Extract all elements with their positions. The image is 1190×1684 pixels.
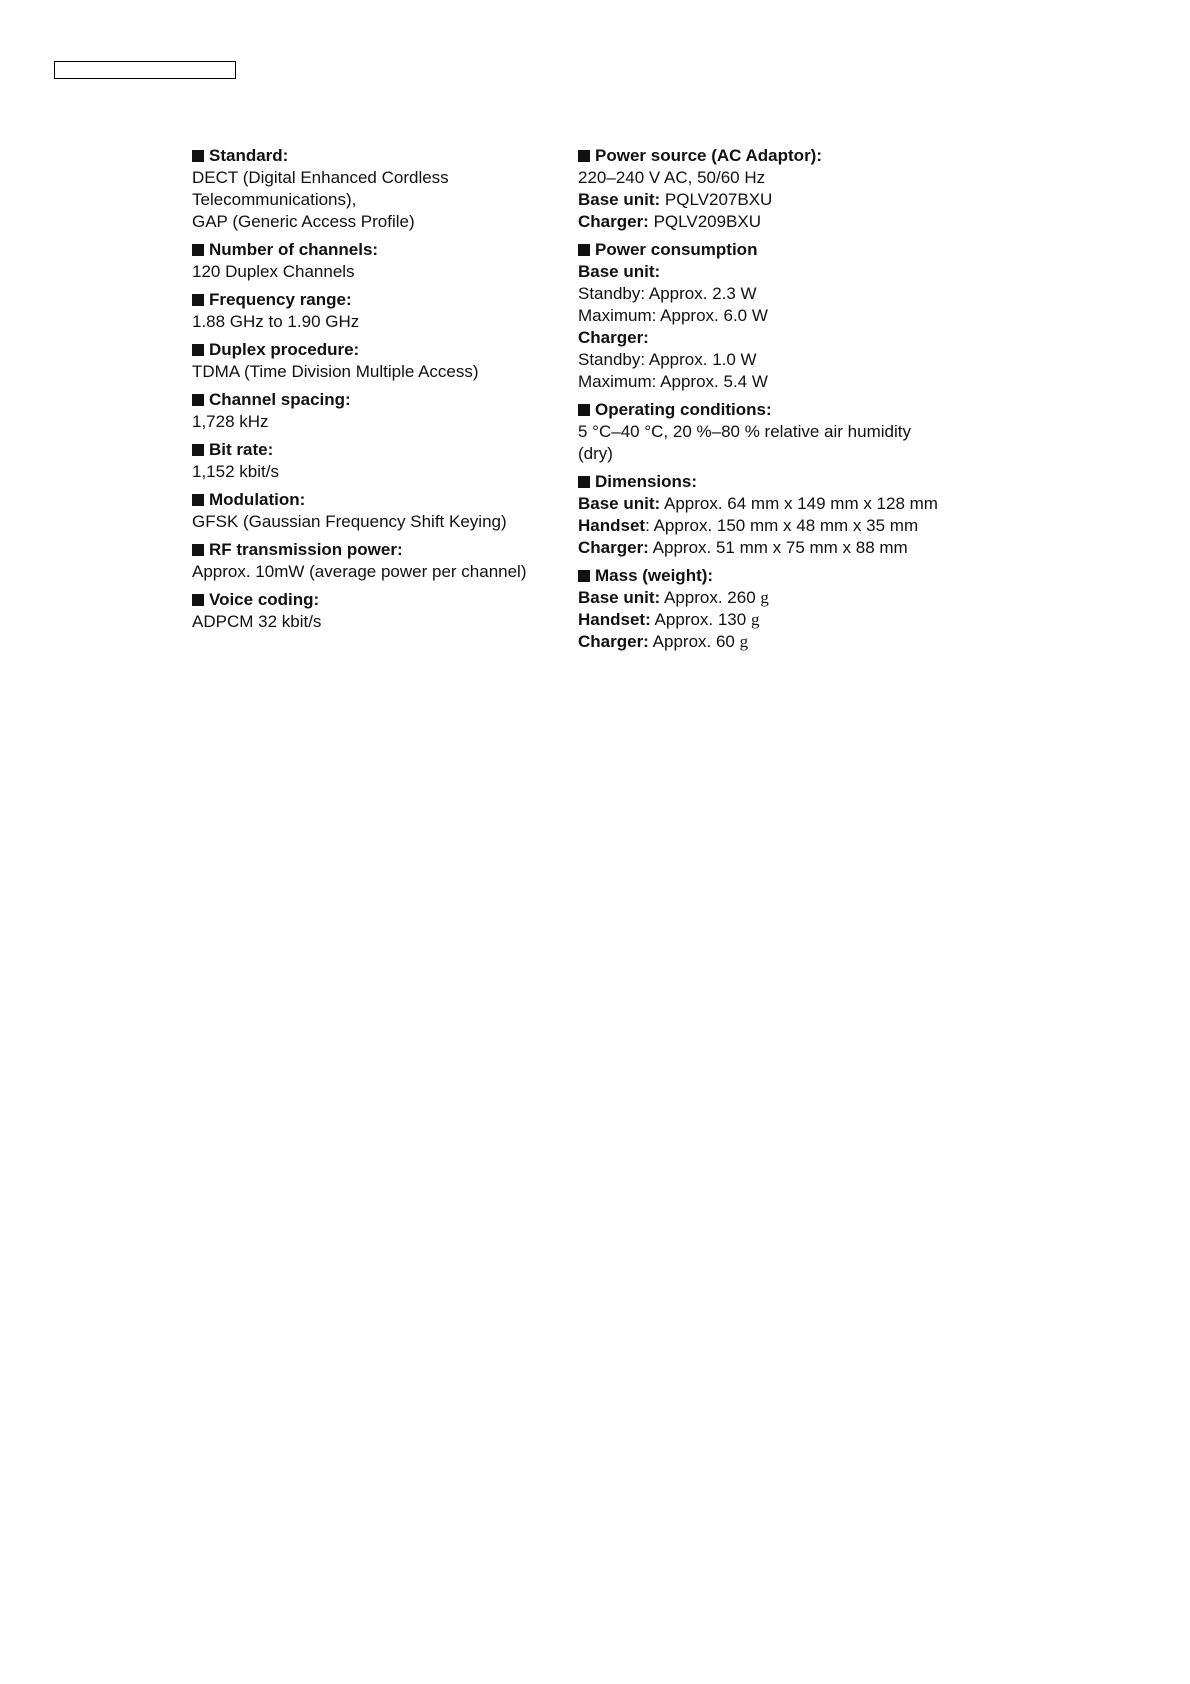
spec-value: TDMA (Time Division Multiple Access) [192,362,479,381]
square-bullet-icon [192,544,204,556]
square-bullet-icon [192,150,204,162]
square-bullet-icon [578,476,590,488]
spec-channels [192,239,567,283]
spec-value: 1,728 kHz [192,412,269,431]
spec-value: DECT (Digital Enhanced Cordless [192,168,449,187]
spec-value: 220–240 V AC, 50/60 Hz [578,168,766,187]
spec-voice-coding [192,589,567,633]
spec-label: Handset [578,516,646,535]
spec-value: Standby: Approx. 1.0 W [578,350,757,369]
square-bullet-icon [192,294,204,306]
square-bullet-icon [192,394,204,406]
spec-heading: Frequency range: [192,289,567,311]
spec-modulation [192,489,567,533]
square-bullet-icon [192,344,204,356]
spec-frequency [192,289,567,333]
spec-duplex [192,339,567,383]
spec-value: Telecommunications), [192,190,357,209]
spec-bit-rate [192,439,567,483]
spec-value: 5 °C–40 °C, 20 %–80 % relative air humidity [578,422,911,441]
spec-value: Charger: Approx. 60 g [578,632,749,651]
spec-standard [192,145,567,233]
square-bullet-icon [192,594,204,606]
square-bullet-icon [578,570,590,582]
spec-label: Base unit: [578,588,661,607]
spec-dimensions [578,471,998,559]
spec-channel-spacing [192,389,567,433]
spec-heading: Power consumption [578,239,998,261]
unit-label: g [750,610,760,629]
spec-power-source [578,145,998,233]
spec-value: Handset: Approx. 130 g [578,610,760,629]
spec-heading: Number of channels: [192,239,567,261]
spec-value: Charger: PQLV209BXU [578,212,762,231]
spec-heading: Operating conditions: [578,399,998,421]
spec-value: Handset: Approx. 150 mm x 48 mm x 35 mm [578,516,919,535]
spec-label: Charger: [578,632,649,651]
square-bullet-icon [578,150,590,162]
spec-heading: Power source (AC Adaptor): [578,145,998,167]
spec-label: Base unit: [578,190,661,209]
left-spec-column [192,145,567,639]
spec-heading: Modulation: [192,489,567,511]
spec-value: GFSK (Gaussian Frequency Shift Keying) [192,512,507,531]
spec-heading: RF transmission power: [192,539,567,561]
unit-label: g [760,588,769,607]
spec-heading: Channel spacing: [192,389,567,411]
spec-mass [578,565,998,653]
spec-value: Maximum: Approx. 6.0 W [578,306,768,325]
right-spec-column [578,145,998,659]
spec-heading: Bit rate: [192,439,567,461]
spec-value: GAP (Generic Access Profile) [192,212,415,231]
spec-heading: Mass (weight): [578,565,998,587]
square-bullet-icon [192,244,204,256]
spec-label: Charger: [578,538,649,557]
unit-label: g [739,632,749,651]
spec-label: Handset: [578,610,651,629]
spec-value: Approx. 10mW (average power per channel) [192,562,527,581]
spec-value: Standby: Approx. 2.3 W [578,284,757,303]
square-bullet-icon [578,244,590,256]
spec-value: 1,152 kbit/s [192,462,279,481]
spec-power-consumption [578,239,998,393]
spec-value: 120 Duplex Channels [192,262,355,281]
square-bullet-icon [192,494,204,506]
spec-heading: Duplex procedure: [192,339,567,361]
square-bullet-icon [192,444,204,456]
header-box [54,61,236,79]
spec-value: Base unit: Approx. 260 g [578,588,769,607]
spec-value: 1.88 GHz to 1.90 GHz [192,312,360,331]
spec-value: Base unit: PQLV207BXU [578,190,773,209]
spec-value: Charger: Approx. 51 mm x 75 mm x 88 mm [578,538,908,557]
spec-label: Base unit: [578,494,661,513]
spec-value: (dry) [578,444,613,463]
spec-operating-conditions [578,399,998,465]
spec-value: Base unit: Approx. 64 mm x 149 mm x 128 mm [578,494,938,513]
spec-value: Maximum: Approx. 5.4 W [578,372,768,391]
spec-label: Base unit: [578,262,661,281]
spec-heading: Voice coding: [192,589,567,611]
square-bullet-icon [578,404,590,416]
spec-heading: Standard: [192,145,567,167]
spec-label: Charger: [578,212,649,231]
spec-rf-power [192,539,567,583]
spec-heading: Dimensions: [578,471,998,493]
spec-value: ADPCM 32 kbit/s [192,612,322,631]
spec-label: Charger: [578,328,649,347]
